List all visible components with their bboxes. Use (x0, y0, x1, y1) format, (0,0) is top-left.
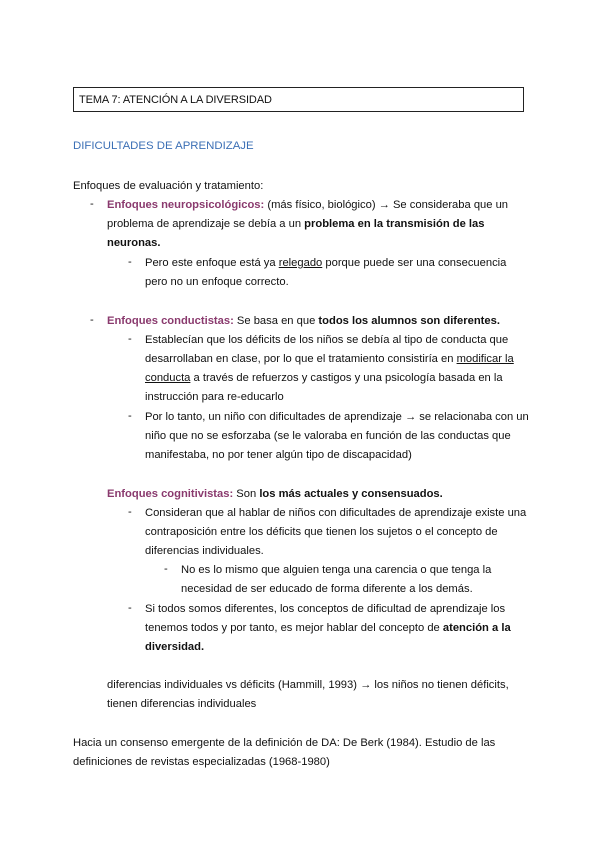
sub-bullet-dash: - (128, 506, 132, 518)
item-label: Enfoques conductistas: (107, 315, 234, 327)
sub-bullet-dash: - (128, 333, 132, 345)
item-label: Enfoques cognitivistas: (107, 488, 234, 500)
intro-line: Enfoques de evaluación y tratamiento: (73, 180, 264, 192)
note-paragraph: diferencias individuales vs déficits (Hammill, 1993) → los niños no tienen déficits, tienen diferencias individuales (107, 679, 509, 710)
section-heading: DIFICULTADES DE APRENDIZAJE (73, 140, 254, 152)
sub-item: Si todos somos diferentes, los conceptos de dificultad de aprendizaje los tenemos todos y por tanto, es mejor hablar del concepto de atención a la diversidad. (145, 603, 511, 653)
sub-item: Por lo tanto, un niño con dificultades de aprendizaje → se relacionaba con un niño que no se esforzaba (se le valoraba en función de las conductas que manifestaba, no por tener algún tipo de discapacidad) (145, 411, 529, 461)
subsub-bullet-dash: - (164, 563, 168, 575)
sub-item: Pero este enfoque está ya relegado porque puede ser una consecuencia pero no un enfoque correcto. (145, 257, 507, 288)
closing-paragraph: Hacia un consenso emergente de la definición de DA: De Berk (1984). Estudio de las definiciones de revistas especializadas (1968-1980) (73, 737, 496, 768)
topic-title-box (73, 87, 524, 112)
bullet-dash: - (90, 314, 94, 326)
sub-item: Consideran que al hablar de niños con dificultades de aprendizaje existe una contraposición entre los déficits que tienen los sujetos o el concepto de diferencias individuales. (145, 507, 527, 557)
item-label: Enfoques neuropsicológicos: (107, 199, 265, 211)
topic-title: TEMA 7: ATENCIÓN A LA DIVERSIDAD (79, 94, 272, 106)
bullet-dash: - (90, 198, 94, 210)
sub-bullet-dash: - (128, 410, 132, 422)
item-conductistas: Enfoques conductistas: Se basa en que todos los alumnos son diferentes. (107, 315, 500, 327)
sub-bullet-dash: - (128, 256, 132, 268)
item-neuropsicologicos: Enfoques neuropsicológicos: (más físico, biológico) → Se consideraba que un problema de aprendizaje se debía a un problema en la transmisión de las neuronas. (107, 199, 509, 249)
sub-item: Establecían que los déficits de los niños se debía al tipo de conducta que desarrollaban en clase, por lo que el tratamiento consistiría en modificar la conducta a través de refuerzos y castigos y una psicología basada en la instrucción para re-educarlo (145, 334, 514, 403)
sub-bullet-dash: - (128, 602, 132, 614)
subsub-item: No es lo mismo que alguien tenga una carencia o que tenga la necesidad de ser educado de forma diferente a los demás. (181, 564, 492, 595)
item-cognitivistas: Enfoques cognitivistas: Son los más actuales y consensuados. (107, 488, 443, 500)
